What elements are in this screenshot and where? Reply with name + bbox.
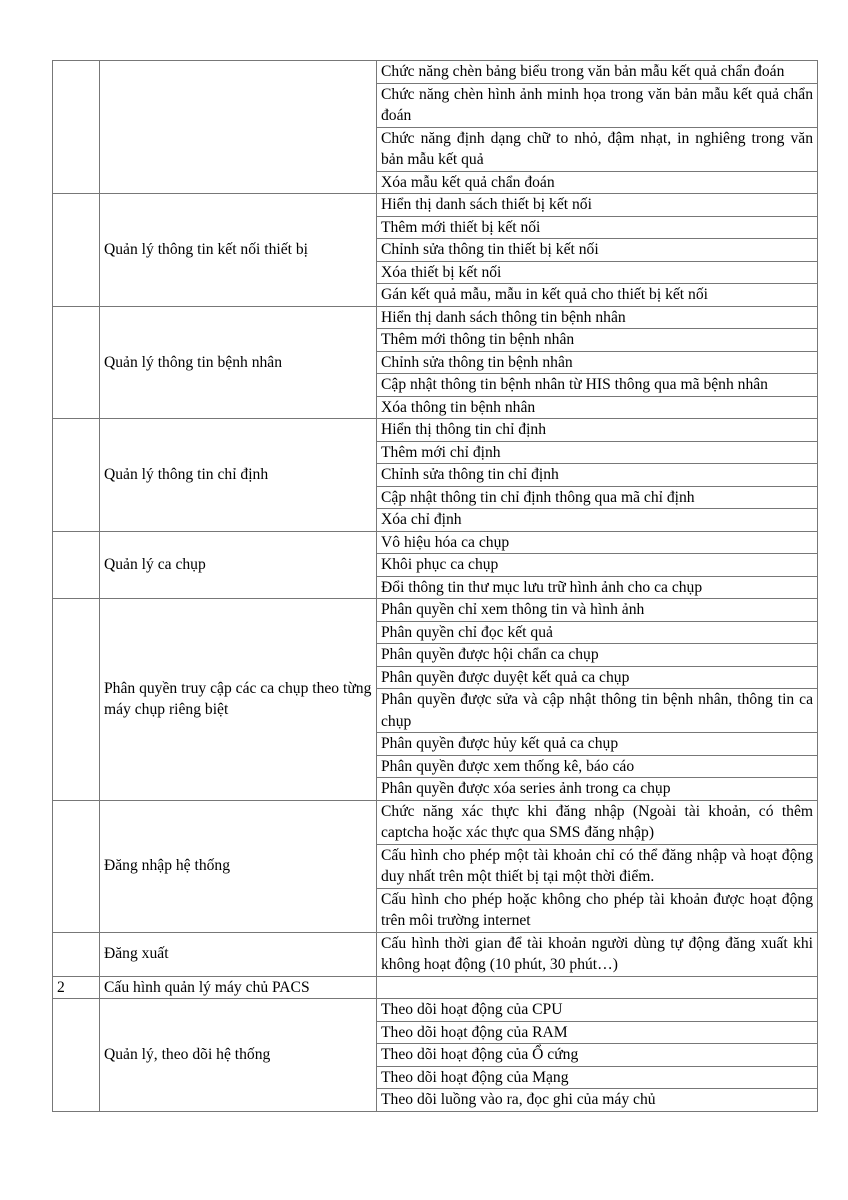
- function-cell: Chỉnh sửa thông tin chỉ định: [377, 464, 818, 487]
- row-number-cell: [53, 800, 100, 932]
- function-cell: Phân quyền được xóa series ảnh trong ca chụp: [377, 778, 818, 801]
- feature-group-cell: Phân quyền truy cập các ca chụp theo từng máy chụp riêng biệt: [100, 599, 377, 801]
- function-cell: Chức năng chèn bảng biểu trong văn bản mẫu kết quả chẩn đoán: [377, 61, 818, 84]
- function-cell: Xóa thiết bị kết nối: [377, 261, 818, 284]
- function-cell: Cấu hình cho phép hoặc không cho phép tài khoản được hoạt động trên môi trường internet: [377, 888, 818, 932]
- function-cell: Cấu hình thời gian để tài khoản người dùng tự động đăng xuất khi không hoạt động (10 phút, 30 phút…): [377, 932, 818, 976]
- function-cell: [377, 976, 818, 999]
- function-cell: Hiển thị danh sách thông tin bệnh nhân: [377, 306, 818, 329]
- function-cell: Cấu hình cho phép một tài khoản chỉ có thể đăng nhập và hoạt động duy nhất trên một thiết bị tại một thời điểm.: [377, 844, 818, 888]
- function-cell: Thêm mới thông tin bệnh nhân: [377, 329, 818, 352]
- function-cell: Đổi thông tin thư mục lưu trữ hình ảnh cho ca chụp: [377, 576, 818, 599]
- function-cell: Phân quyền được duyệt kết quả ca chụp: [377, 666, 818, 689]
- function-cell: Thêm mới thiết bị kết nối: [377, 216, 818, 239]
- function-cell: Chỉnh sửa thông tin bệnh nhân: [377, 351, 818, 374]
- table-row: [53, 194, 818, 217]
- row-number-cell: [53, 599, 100, 801]
- row-number-cell: [53, 419, 100, 532]
- function-cell: Hiển thị thông tin chỉ định: [377, 419, 818, 442]
- table-row: [53, 932, 818, 976]
- table-row: [53, 976, 818, 999]
- table-row: [53, 599, 818, 622]
- function-cell: Khôi phục ca chụp: [377, 554, 818, 577]
- feature-group-cell: Quản lý thông tin bệnh nhân: [100, 306, 377, 419]
- requirements-table: [52, 60, 818, 1112]
- function-cell: Chức năng xác thực khi đăng nhập (Ngoài tài khoản, có thêm captcha hoặc xác thực qua SMS đăng nhập): [377, 800, 818, 844]
- feature-group-cell: Quản lý thông tin kết nối thiết bị: [100, 194, 377, 307]
- function-cell: Theo dõi hoạt động của Ổ cứng: [377, 1044, 818, 1067]
- function-cell: Theo dõi hoạt động của CPU: [377, 999, 818, 1022]
- row-number-cell: [53, 61, 100, 194]
- function-cell: Xóa chỉ định: [377, 509, 818, 532]
- function-cell: Theo dõi hoạt động của Mạng: [377, 1066, 818, 1089]
- row-number-cell: [53, 932, 100, 976]
- table-row: [53, 531, 818, 554]
- row-number-cell: [53, 999, 100, 1112]
- feature-group-cell: Quản lý ca chụp: [100, 531, 377, 599]
- function-cell: Chức năng chèn hình ảnh minh họa trong văn bản mẫu kết quả chẩn đoán: [377, 83, 818, 127]
- feature-group-cell: [100, 61, 377, 194]
- table-row: [53, 61, 818, 84]
- function-cell: Chỉnh sửa thông tin thiết bị kết nối: [377, 239, 818, 262]
- table-row: [53, 306, 818, 329]
- function-cell: Phân quyền được hủy kết quả ca chụp: [377, 733, 818, 756]
- table-row: [53, 800, 818, 844]
- function-cell: Phân quyền được sửa và cập nhật thông tin bệnh nhân, thông tin ca chụp: [377, 689, 818, 733]
- function-cell: Chức năng định dạng chữ to nhỏ, đậm nhạt, in nghiêng trong văn bản mẫu kết quả: [377, 127, 818, 171]
- feature-group-cell: Đăng xuất: [100, 932, 377, 976]
- function-cell: Xóa mẫu kết quả chẩn đoán: [377, 171, 818, 194]
- function-cell: Gán kết quả mẫu, mẫu in kết quả cho thiết bị kết nối: [377, 284, 818, 307]
- function-cell: Phân quyền được hội chẩn ca chụp: [377, 644, 818, 667]
- feature-group-cell: Quản lý, theo dõi hệ thống: [100, 999, 377, 1112]
- function-cell: Thêm mới chỉ định: [377, 441, 818, 464]
- table-row: [53, 419, 818, 442]
- function-cell: Vô hiệu hóa ca chụp: [377, 531, 818, 554]
- table-row: [53, 999, 818, 1022]
- row-number-cell: 2: [53, 976, 100, 999]
- feature-group-cell: Quản lý thông tin chỉ định: [100, 419, 377, 532]
- feature-group-cell: Cấu hình quản lý máy chủ PACS: [100, 976, 377, 999]
- function-cell: Hiển thị danh sách thiết bị kết nối: [377, 194, 818, 217]
- function-cell: Theo dõi luồng vào ra, đọc ghi của máy chủ: [377, 1089, 818, 1112]
- function-cell: Phân quyền được xem thống kê, báo cáo: [377, 755, 818, 778]
- feature-group-cell: Đăng nhập hệ thống: [100, 800, 377, 932]
- row-number-cell: [53, 194, 100, 307]
- function-cell: Phân quyền chỉ đọc kết quả: [377, 621, 818, 644]
- row-number-cell: [53, 531, 100, 599]
- function-cell: Phân quyền chỉ xem thông tin và hình ảnh: [377, 599, 818, 622]
- function-cell: Cập nhật thông tin bệnh nhân từ HIS thông qua mã bệnh nhân: [377, 374, 818, 397]
- function-cell: Theo dõi hoạt động của RAM: [377, 1021, 818, 1044]
- function-cell: Cập nhật thông tin chỉ định thông qua mã chỉ định: [377, 486, 818, 509]
- row-number-cell: [53, 306, 100, 419]
- function-cell: Xóa thông tin bệnh nhân: [377, 396, 818, 419]
- requirements-table-body: [53, 61, 818, 1112]
